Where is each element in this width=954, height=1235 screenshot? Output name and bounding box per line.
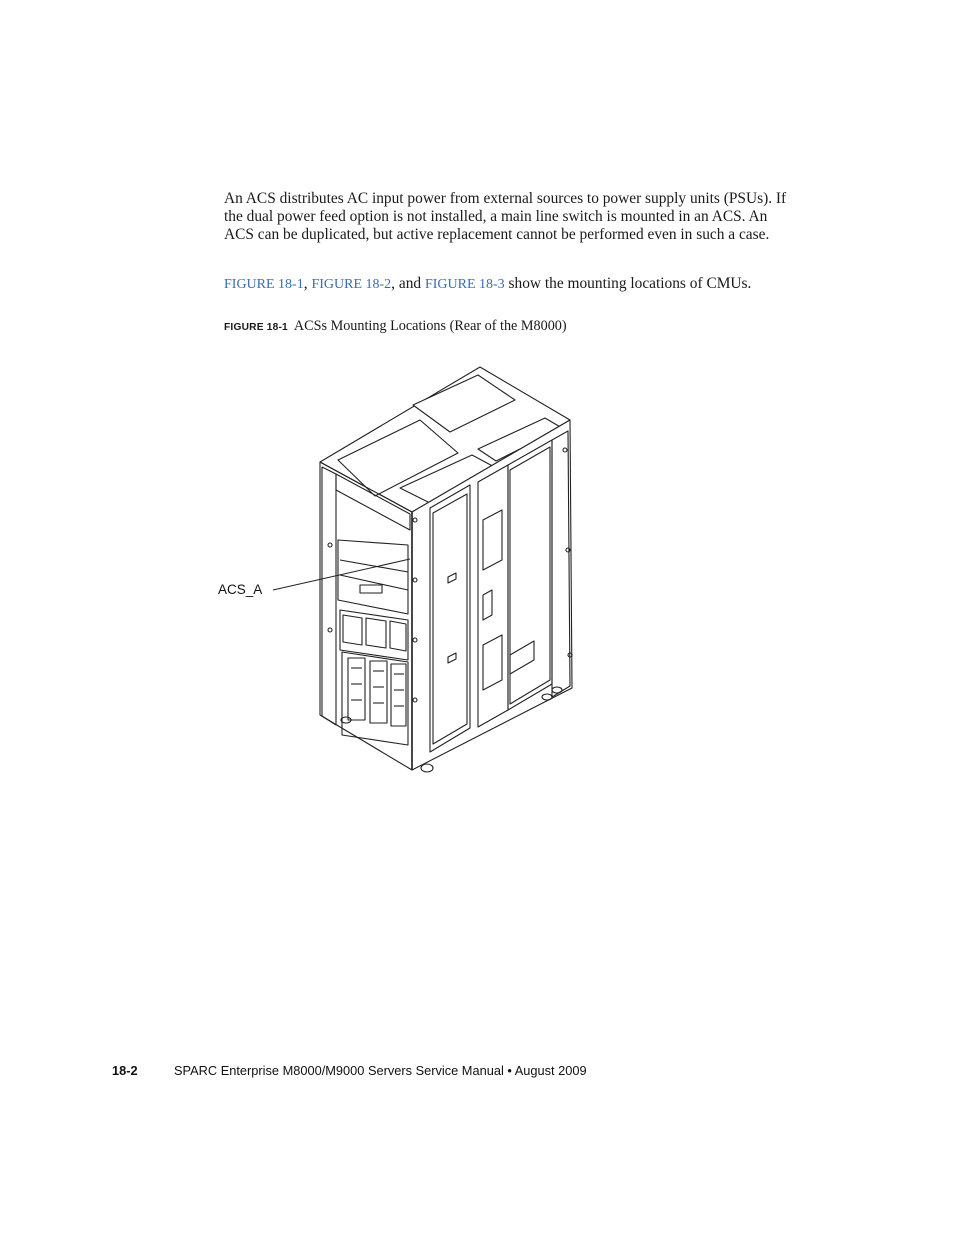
figure-caption	[224, 318, 567, 335]
ref-tail-text: show the mounting locations of CMUs.	[504, 275, 752, 292]
figure-18-3-link[interactable]: FIGURE 18-3	[424, 277, 505, 292]
body-paragraph: An ACS distributes AC input power from external sources to power supply units (PSUs). If the dual power feed option is not installed, a main line switch is mounted in an ACS. An ACS can be duplicated, but active replacement cannot be performed even in such a case.	[224, 190, 787, 244]
figure-number: FIGURE 18-1	[224, 322, 288, 333]
acs-a-callout-label: ACS_A	[218, 582, 263, 597]
server-cabinet-illustration	[200, 355, 600, 785]
page-number: 18-2	[112, 1063, 138, 1078]
publication-date: August 2009	[514, 1063, 587, 1078]
ref-separator: , and	[391, 275, 425, 292]
figure-title: ACSs Mounting Locations (Rear of the M8000)	[293, 318, 567, 334]
footer-bullet: •	[507, 1063, 512, 1078]
page-footer	[112, 1063, 587, 1078]
figure-18-1-link[interactable]: FIGURE 18-1	[224, 277, 304, 292]
ref-separator: ,	[303, 275, 312, 292]
manual-title: SPARC Enterprise M8000/M9000 Servers Service Manual	[174, 1063, 504, 1078]
figure-references	[224, 275, 824, 294]
figure-18-2-link[interactable]: FIGURE 18-2	[311, 277, 392, 292]
